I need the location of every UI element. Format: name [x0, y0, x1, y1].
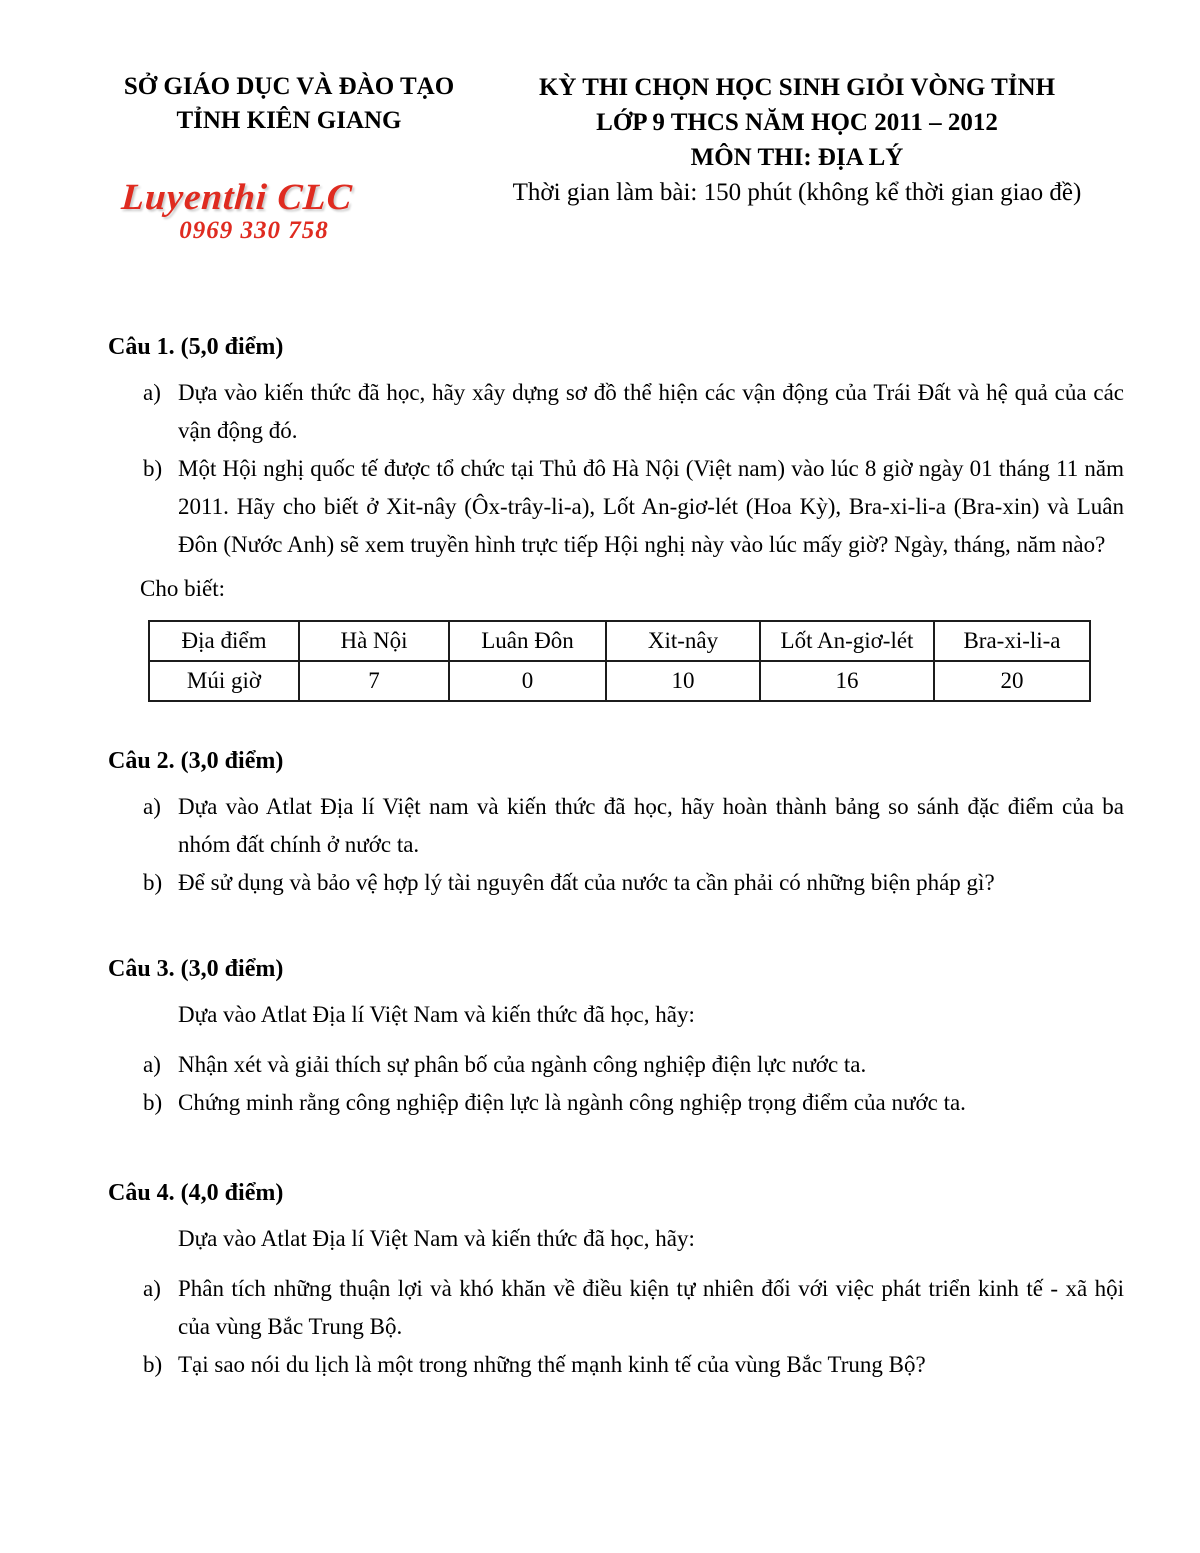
exam-duration-line: Thời gian làm bài: 150 phút (không kể thời gian giao đề): [512, 179, 1082, 206]
table-data-cell: 16: [760, 661, 934, 701]
table-header-cell: Địa điểm: [149, 621, 299, 661]
exam-title-block: [470, 70, 1124, 210]
authority-line-2: TỈNH KIÊN GIANG: [176, 107, 402, 134]
question-1-items: [108, 374, 1124, 564]
question-3-item-b: [108, 1084, 1124, 1122]
question-4-section: [108, 1178, 1124, 1384]
question-2-section: [108, 746, 1124, 902]
item-text: Nhận xét và giải thích sự phân bố của ngành công nghiệp điện lực nước ta.: [178, 1052, 867, 1077]
table-caption: Cho biết:: [140, 576, 225, 601]
question-4-items: [108, 1270, 1124, 1384]
item-text: Phân tích những thuận lợi và khó khăn về điều kiện tự nhiên đối với việc phát triển kinh tế - xã hội của vùng Bắc Trung Bộ.: [178, 1276, 1124, 1339]
item-text: Tại sao nói du lịch là một trong những thế mạnh kinh tế của vùng Bắc Trung Bộ?: [178, 1352, 926, 1377]
table-data-cell: 0: [449, 661, 606, 701]
item-marker: b): [143, 1090, 163, 1115]
exam-title-line-2: LỚP 9 THCS NĂM HỌC 2011 – 2012: [596, 109, 998, 136]
table-header-cell: Xit-nây: [606, 621, 760, 661]
table-header-cell: Hà Nội: [299, 621, 449, 661]
question-2-title: Câu 2. (3,0 điểm): [108, 748, 284, 774]
item-text: Dựa vào Atlat Địa lí Việt nam và kiến thức đã học, hãy hoàn thành bảng so sánh đặc điểm của ba nhóm đất chính ở nước ta.: [178, 794, 1124, 857]
luyenthi-clc-logo: [102, 178, 372, 244]
table-header-cell: Lốt An-giơ-lét: [760, 621, 934, 661]
question-2-item-a: [108, 788, 1124, 864]
item-marker: a): [143, 1276, 161, 1301]
logo-brand-text: Luyenthi CLC: [120, 177, 354, 218]
table-header-cell: Bra-xi-li-a: [934, 621, 1090, 661]
question-2-item-b: [108, 864, 1124, 902]
timezone-table: [148, 620, 1091, 702]
question-1-title: Câu 1. (5,0 điểm): [108, 334, 284, 360]
item-marker: b): [143, 456, 163, 481]
document-header: [108, 70, 1124, 244]
item-text: Để sử dụng và bảo vệ hợp lý tài nguyên đất của nước ta cần phải có những biện pháp gì?: [178, 870, 995, 895]
table-header-cell: Luân Đôn: [449, 621, 606, 661]
question-1-section: [108, 332, 1124, 702]
table-header-row: [149, 621, 1090, 661]
table-data-cell: 10: [606, 661, 760, 701]
table-data-cell: 7: [299, 661, 449, 701]
item-text: Dựa vào kiến thức đã học, hãy xây dựng sơ đồ thể hiện các vận động của Trái Đất và hệ quả của các vận động đó.: [178, 380, 1124, 443]
question-4-title: Câu 4. (4,0 điểm): [108, 1180, 284, 1206]
question-3-intro: Dựa vào Atlat Địa lí Việt Nam và kiến thức đã học, hãy:: [178, 1002, 695, 1027]
question-3-item-a: [108, 1046, 1124, 1084]
item-marker: a): [143, 794, 161, 819]
question-4-intro: Dựa vào Atlat Địa lí Việt Nam và kiến thức đã học, hãy:: [178, 1226, 695, 1251]
item-marker: a): [143, 380, 161, 405]
question-3-title: Câu 3. (3,0 điểm): [108, 956, 284, 982]
exam-subject-line: MÔN THI: ĐỊA LÝ: [690, 144, 904, 171]
table-data-row: [149, 661, 1090, 701]
item-text: Chứng minh rằng công nghiệp điện lực là ngành công nghiệp trọng điểm của nước ta.: [178, 1090, 966, 1115]
logo-phone-number: 0969 330 758: [179, 217, 329, 244]
question-4-item-a: [108, 1270, 1124, 1346]
table-data-cell: Múi giờ: [149, 661, 299, 701]
authority-line-1: SỞ GIÁO DỤC VÀ ĐÀO TẠO: [123, 73, 455, 100]
item-marker: a): [143, 1052, 161, 1077]
item-marker: b): [143, 1352, 163, 1377]
item-marker: b): [143, 870, 163, 895]
issuing-authority-block: [108, 70, 470, 244]
question-1-item-b: [108, 450, 1124, 564]
question-2-items: [108, 788, 1124, 902]
question-3-section: [108, 954, 1124, 1122]
question-1-item-a: [108, 374, 1124, 450]
exam-title-line-1: KỲ THI CHỌN HỌC SINH GIỎI VÒNG TỈNH: [538, 74, 1056, 101]
item-text: Một Hội nghị quốc tế được tổ chức tại Thủ đô Hà Nội (Việt nam) vào lúc 8 giờ ngày 01 tháng 11 năm 2011. Hãy cho biết ở Xit-nây (Ôx-trây-li-a), Lốt An-giơ-lét (Hoa Kỳ), Bra-xi-li-a (Bra-xin) và Luân Đôn (Nước Anh) sẽ xem truyền hình trực tiếp Hội nghị này vào lúc mấy giờ? Ngày, tháng, năm nào?: [178, 456, 1124, 557]
question-4-item-b: [108, 1346, 1124, 1384]
table-data-cell: 20: [934, 661, 1090, 701]
question-3-items: [108, 1046, 1124, 1122]
